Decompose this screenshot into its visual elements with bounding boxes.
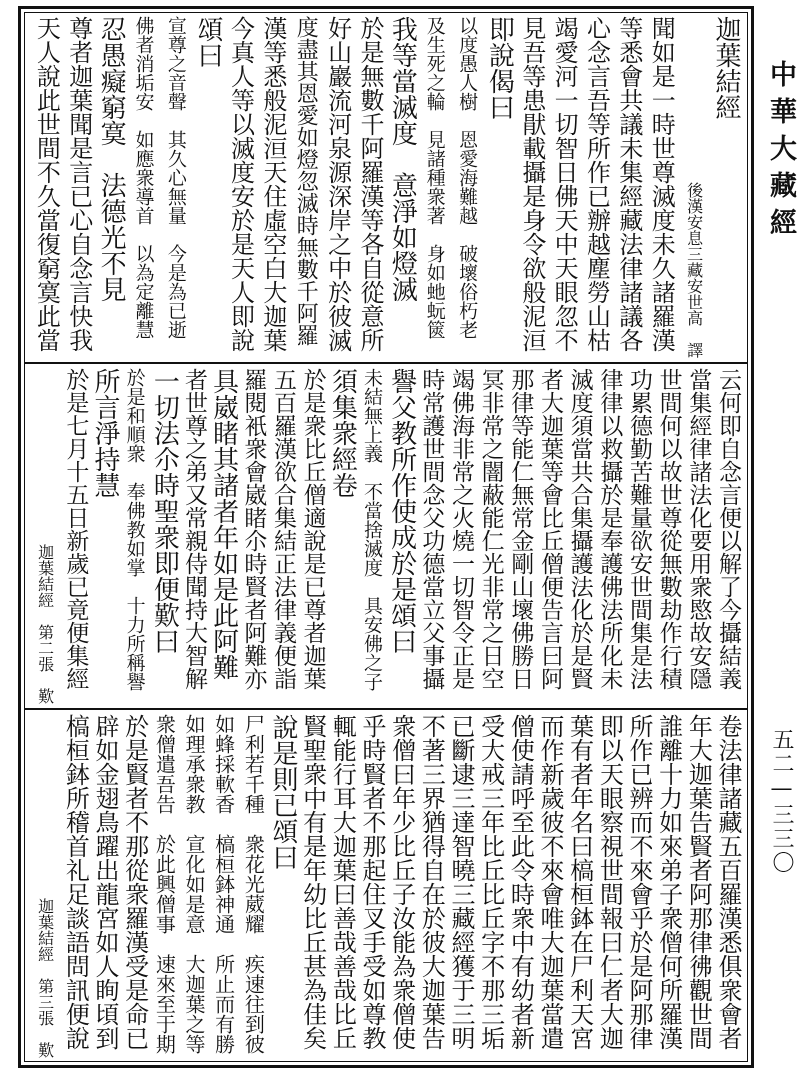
text-column bbox=[677, 16, 709, 358]
text-column bbox=[445, 368, 475, 704]
column-text: 及生死之輪 見諸種衆著 身如虵蚖篋 bbox=[423, 16, 446, 339]
column-text: 云何即自念言便以解了今攝結義 bbox=[715, 368, 741, 690]
text-column bbox=[119, 714, 149, 1058]
column-text: 於是和順衆 奉佛教如掌 十力所稱譽 bbox=[123, 368, 146, 691]
text-column bbox=[289, 16, 321, 358]
text-column bbox=[60, 368, 90, 704]
text-column bbox=[416, 714, 446, 1058]
column-text: 說是則已頌曰 bbox=[268, 714, 298, 870]
text-column bbox=[386, 368, 416, 704]
column-text: 等悉會共議未集經藏法律諸議各 bbox=[614, 16, 643, 352]
text-column bbox=[475, 714, 505, 1058]
column-text: 宣尊之音聲 其久心無量 今是為已逝 bbox=[164, 16, 187, 339]
page-number: 五二—三三〇 bbox=[769, 728, 794, 875]
text-column bbox=[30, 714, 60, 1058]
text-column bbox=[208, 368, 238, 704]
column-text: 律律以救攝於是奉護佛法所化未 bbox=[596, 368, 623, 690]
column-text: 今真人等以滅度安於是天人即說 bbox=[226, 16, 255, 352]
column-text: 頌曰 bbox=[193, 16, 224, 68]
text-column bbox=[208, 714, 238, 1058]
column-text: 卷法律諸藏五百羅漢悉俱衆會者 bbox=[714, 714, 742, 1050]
column-text: 即說偈曰 bbox=[484, 16, 515, 120]
column-text: 僧使請呼至此令時衆中有幼者新 bbox=[506, 714, 535, 1050]
text-column bbox=[683, 368, 713, 704]
column-text: 一切法尒時聖衆即便歎曰 bbox=[149, 368, 180, 654]
text-column bbox=[60, 714, 90, 1058]
column-text: 見吾等患猒載攝是身令欲般泥洹 bbox=[517, 16, 546, 352]
text-column bbox=[224, 16, 256, 358]
text-column bbox=[267, 714, 297, 1058]
text-column bbox=[505, 368, 535, 704]
text-column bbox=[451, 16, 483, 358]
text-column bbox=[623, 368, 653, 704]
text-column bbox=[534, 368, 564, 704]
text-column bbox=[416, 368, 446, 704]
text-column bbox=[356, 368, 386, 704]
column-text: 天人說此世間不久當復窮寞此當 bbox=[32, 16, 61, 352]
text-column bbox=[30, 368, 60, 704]
text-column bbox=[30, 16, 62, 358]
column-text: 五百羅漢欲合集結正法律義便詣 bbox=[270, 368, 296, 690]
text-column bbox=[594, 368, 624, 704]
text-column bbox=[238, 368, 268, 704]
text-column bbox=[354, 16, 386, 358]
column-text: 羅閱衹衆會崴睹尒時賢者阿難亦 bbox=[240, 368, 267, 690]
bottom-register bbox=[30, 714, 742, 1058]
column-text: 衆僧遣吾告 於此興僧事 速來至于期 bbox=[152, 714, 177, 1054]
text-column bbox=[89, 714, 119, 1058]
column-text: 迦葉結經 bbox=[710, 16, 741, 120]
column-text: 誰離十力如來弟子衆僧何所羅漢 bbox=[654, 714, 683, 1050]
text-column bbox=[127, 16, 159, 358]
column-text: 以度愚人樹 恩愛海難越 破壞俗朽老 bbox=[456, 16, 479, 339]
column-text: 未結無上義 不當捨滅度 具安佛之子 bbox=[361, 368, 383, 691]
text-column bbox=[267, 368, 297, 704]
column-text: 不著三界猶得自在於彼大迦葉告 bbox=[417, 714, 446, 1050]
collection-title: 中華大藏經 bbox=[765, 60, 796, 245]
column-text: 即以天眼察視世間報曰仁者大迦 bbox=[595, 714, 624, 1050]
text-column bbox=[515, 16, 547, 358]
column-text: 於是賢者不那從衆羅漢受是命已 bbox=[120, 714, 149, 1050]
column-text: 槁桓鉢所稽首礼足談語問訊便說 bbox=[61, 714, 90, 1050]
text-column bbox=[623, 714, 653, 1058]
text-column bbox=[62, 16, 94, 358]
column-text: 尊者迦葉聞是言已心自念言快我 bbox=[64, 16, 93, 352]
text-column bbox=[483, 16, 515, 358]
column-text: 者大迦葉等會比丘僧便告言曰阿 bbox=[537, 368, 563, 690]
column-text: 如理承衆教 宣化如是意 大迦葉之等 bbox=[182, 714, 206, 1054]
text-column bbox=[238, 714, 268, 1058]
text-column bbox=[149, 714, 179, 1058]
column-text: 冥非常之闇蔽能仁光非常之日空 bbox=[477, 368, 504, 690]
text-column bbox=[192, 16, 224, 358]
column-text: 那律等能仁無常金剛山壞佛勝日 bbox=[507, 368, 534, 690]
text-column bbox=[149, 368, 179, 704]
column-text: 我等當滅度 意淨如燈滅 bbox=[387, 16, 418, 302]
column-text: 於是無數千阿羅漢等各自從意所 bbox=[355, 16, 384, 352]
column-text: 已斷逮三達智曉三藏經獲于三明 bbox=[447, 714, 475, 1050]
column-text: 辟如金翅鳥躍出龍宮如人眴頃到 bbox=[91, 714, 119, 1050]
text-column bbox=[89, 368, 119, 704]
text-column bbox=[645, 16, 677, 358]
text-column bbox=[712, 368, 742, 704]
column-note: 迦葉結經 第二張 歎 bbox=[35, 544, 55, 704]
column-text: 輒能行耳大迦葉曰善哉善哉比丘 bbox=[328, 714, 357, 1050]
column-text: 竭佛海非常之火燒一切智令正是 bbox=[448, 368, 474, 690]
column-text: 忍愚癡窮寞 法德光不見 bbox=[96, 16, 127, 302]
text-column bbox=[159, 16, 191, 358]
column-text: 所言淨持慧 bbox=[90, 368, 120, 498]
column-text: 具崴睹其諸者年如是此阿難 bbox=[208, 368, 239, 680]
text-column bbox=[594, 714, 624, 1058]
text-column bbox=[178, 368, 208, 704]
text-column bbox=[445, 714, 475, 1058]
column-text: 賢聖衆中有是年幼比丘甚為佳矣 bbox=[298, 714, 327, 1050]
text-column bbox=[475, 368, 505, 704]
column-text: 者世尊之弟又常親侍聞持大智解 bbox=[181, 368, 207, 690]
text-column bbox=[356, 714, 386, 1058]
text-column bbox=[257, 16, 289, 358]
column-text: 當集經律諸法化要用衆愍故安隱 bbox=[685, 368, 712, 690]
text-column bbox=[386, 16, 418, 358]
text-column bbox=[534, 714, 564, 1058]
text-column bbox=[683, 714, 713, 1058]
column-text: 竭愛河一切智日佛天中天眼忽不 bbox=[550, 16, 579, 352]
column-text: 功累德勤苦難量欲安世間集是法 bbox=[626, 368, 652, 690]
column-text: 葉有者年名曰槁桓鉢在尸利天宮 bbox=[565, 714, 594, 1050]
text-column bbox=[548, 16, 580, 358]
column-text: 受大戒三年比丘比丘字不那三垢 bbox=[476, 714, 505, 1050]
column-text: 於是衆比丘僧適說是已尊者迦葉 bbox=[299, 368, 326, 690]
text-column bbox=[327, 714, 357, 1058]
text-column bbox=[178, 714, 208, 1058]
text-column bbox=[119, 368, 149, 704]
middle-register bbox=[30, 368, 742, 704]
text-column bbox=[327, 368, 357, 704]
column-text: 好山巖流河泉源深岸之中於彼滅 bbox=[323, 16, 352, 352]
text-column bbox=[564, 714, 594, 1058]
column-text: 而作新歲彼不來會唯大迦葉當遣 bbox=[536, 714, 564, 1050]
column-text: 衆僧曰年少比丘子汝能為衆僧使 bbox=[387, 714, 416, 1050]
top-register bbox=[30, 16, 742, 358]
text-column bbox=[580, 16, 612, 358]
column-note: 後漢安息三藏安世高 譯 bbox=[684, 182, 704, 358]
register-divider-2 bbox=[24, 708, 748, 710]
text-column bbox=[321, 16, 353, 358]
text-column bbox=[505, 714, 535, 1058]
column-text: 年大迦葉告賢者阿那律彿觀世間 bbox=[684, 714, 713, 1050]
column-text: 漢等悉般泥洹天住虛空白大迦葉 bbox=[258, 16, 287, 352]
text-column bbox=[297, 368, 327, 704]
text-column bbox=[95, 16, 127, 358]
column-text: 如蜂採軟香 槁桓鉢神通 所止而有勝 bbox=[211, 714, 236, 1054]
text-column bbox=[564, 368, 594, 704]
text-column bbox=[712, 714, 742, 1058]
column-text: 於是七月十五日新歲已竟便集經 bbox=[62, 368, 89, 690]
column-text: 聞如是一時世尊滅度未久諸羅漢 bbox=[647, 16, 676, 352]
column-text: 心念言吾等所作已辦越塵勞山枯 bbox=[582, 16, 611, 352]
column-text: 乎時賢者不那起住叉手受如尊教 bbox=[358, 714, 386, 1050]
column-text: 尸利若千種 衆花光葳耀 疾速往到彼 bbox=[241, 714, 266, 1054]
text-column bbox=[418, 16, 450, 358]
text-column bbox=[653, 714, 683, 1058]
register-divider-1 bbox=[24, 362, 748, 364]
column-text: 須集衆經卷 bbox=[327, 368, 358, 498]
column-text: 譽父教所作使成於是頌曰 bbox=[386, 368, 417, 654]
column-text: 所作已辨而不來會乎於是阿那律 bbox=[625, 714, 653, 1050]
text-column bbox=[613, 16, 645, 358]
text-column bbox=[386, 714, 416, 1058]
text-column bbox=[710, 16, 742, 358]
text-column bbox=[297, 714, 327, 1058]
text-column bbox=[653, 368, 683, 704]
column-note: 迦葉結經 第三張 歎 bbox=[35, 898, 55, 1058]
column-text: 時常護世間念父功德當立父事攝 bbox=[418, 368, 445, 690]
column-text: 度盡其恩愛如燈忽滅時無數千阿羅 bbox=[293, 16, 319, 346]
column-text: 滅度須當共合集攝護法化於是賢 bbox=[566, 368, 593, 690]
column-text: 世間何以故世尊從無數劫作行積 bbox=[655, 368, 682, 690]
column-text: 佛者消垢安 如應衆導首 以為定離慧 bbox=[132, 16, 155, 339]
